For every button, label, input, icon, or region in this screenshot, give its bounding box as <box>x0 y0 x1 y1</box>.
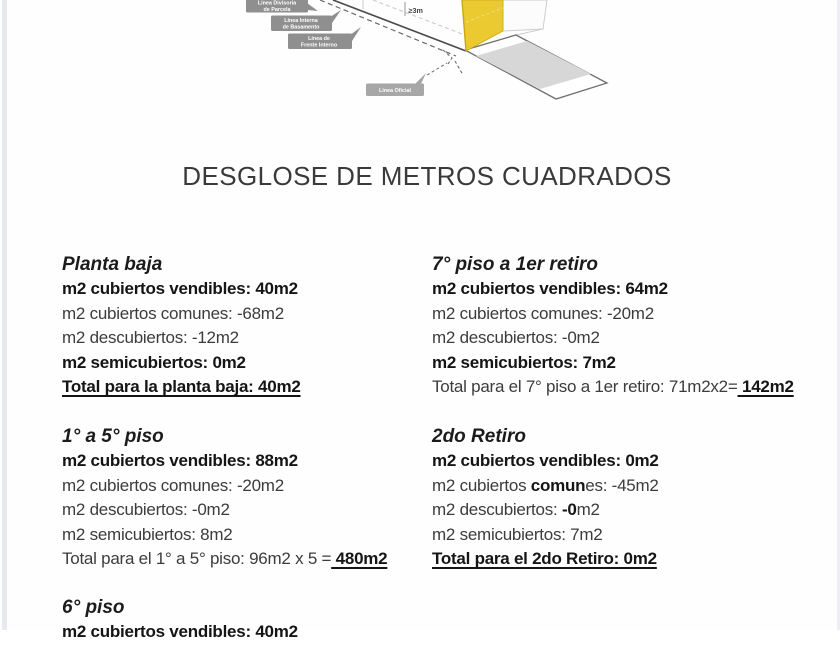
building-side-face <box>503 0 547 31</box>
metric-line <box>432 449 659 474</box>
metric-line <box>62 547 387 572</box>
metric-line <box>432 498 659 523</box>
section-2do-retiro <box>432 424 659 572</box>
page-title: DESGLOSE DE METROS CUADRADOS <box>182 161 672 191</box>
metric-line <box>62 326 301 351</box>
metric-line <box>62 474 387 499</box>
tag-linea-interna <box>271 10 341 31</box>
tag-linea-frente-label-2: Frente Interno <box>300 42 338 49</box>
metric-text: es: -45m2 <box>585 475 659 495</box>
section-heading: 1° a 5° piso <box>62 426 164 447</box>
metric-text: comun <box>530 475 586 495</box>
metric-text: m2 descubiertos: <box>432 500 562 520</box>
tag-linea-interna-label-2: de Basamento <box>282 24 320 31</box>
metric-line <box>432 547 659 572</box>
section-piso1-a-5 <box>62 424 387 572</box>
metric-text: m2 semicubiertos: 7m2 <box>432 352 616 372</box>
metric-line <box>62 523 387 548</box>
metric-text: m2 descubiertos: -0m2 <box>62 500 230 520</box>
tag-linea-divisoria-label-1: Línea Divisoria <box>257 0 297 7</box>
tag-linea-oficial <box>366 73 426 96</box>
metric-text: m2 cubiertos comunes: -68m2 <box>62 303 284 323</box>
metric-text: m2 cubiertos vendibles: 40m2 <box>62 279 298 298</box>
metric-text: m2 cubiertos vendibles: 88m2 <box>62 451 298 470</box>
metric-text: m2 descubiertos: -0m2 <box>432 328 600 348</box>
metric-line <box>62 498 387 523</box>
diagram-area <box>0 0 840 150</box>
tag-linea-interna-label-1: Línea Interna <box>284 18 318 24</box>
metric-text: -0 <box>561 500 577 520</box>
metric-line <box>62 351 301 376</box>
dimension-label: ≥3m <box>408 6 423 15</box>
metric-line <box>432 474 659 499</box>
metric-text: m2 semicubiertos: 0m2 <box>62 352 246 372</box>
metric-text: m2 cubiertos comunes: -20m2 <box>62 475 284 495</box>
metric-text: m2 semicubiertos: 7m2 <box>432 524 603 544</box>
metric-line <box>432 326 794 351</box>
section-heading: 2do Retiro <box>432 426 526 447</box>
metric-text: m2 cubiertos vendibles: 64m2 <box>432 279 668 298</box>
metric-line <box>432 523 659 548</box>
section-piso7-1er-retiro <box>432 252 794 400</box>
metric-text: m2 cubiertos comunes: -20m2 <box>432 303 654 323</box>
basement-edge-line <box>333 0 466 51</box>
metric-text: Total para el 1° a 5° piso: 96m2 x 5 = <box>62 549 332 569</box>
metric-line <box>62 375 301 400</box>
section-planta-baja <box>62 252 301 400</box>
metric-line <box>432 302 794 327</box>
metric-text: m2 <box>576 500 600 520</box>
metric-text: 480m2 <box>331 549 388 569</box>
metric-line <box>62 302 301 327</box>
metric-line <box>432 375 794 400</box>
section-heading: Planta baja <box>62 254 163 275</box>
metric-line <box>432 277 794 302</box>
section-heading: 6° piso <box>62 597 125 618</box>
metric-text: Total para el 7° piso a 1er retiro: 71m2x2= <box>432 377 738 397</box>
metric-line <box>62 620 298 645</box>
metric-text: m2 cubiertos vendibles: 40m2 <box>62 622 298 641</box>
metric-text: 142m2 <box>737 377 794 397</box>
metric-text: m2 cubiertos vendibles: 0m2 <box>432 451 659 470</box>
metric-text: m2 semicubiertos: 8m2 <box>62 524 233 544</box>
oficial-connector-dashes <box>427 63 447 75</box>
tag-linea-divisoria-label-2: de Parcela <box>263 6 291 13</box>
metric-text: Total para la planta baja: 40m2 <box>62 377 301 397</box>
tag-linea-divisoria <box>246 0 318 13</box>
metric-text: m2 cubiertos <box>432 475 531 495</box>
metric-line <box>62 277 301 302</box>
metric-text: m2 descubiertos: -12m2 <box>62 328 239 348</box>
oficial-under-dashes <box>455 61 463 75</box>
section-piso6 <box>62 595 298 645</box>
metric-line <box>62 449 387 474</box>
tag-linea-frente-label-1: Línea de <box>308 36 330 42</box>
metric-line <box>432 351 794 376</box>
metric-text: Total para el 2do Retiro: 0m2 <box>432 549 657 569</box>
setback-diagram <box>0 0 840 150</box>
tag-linea-oficial-label: Línea Oficial <box>378 87 412 94</box>
section-heading: 7° piso a 1er retiro <box>432 254 598 275</box>
